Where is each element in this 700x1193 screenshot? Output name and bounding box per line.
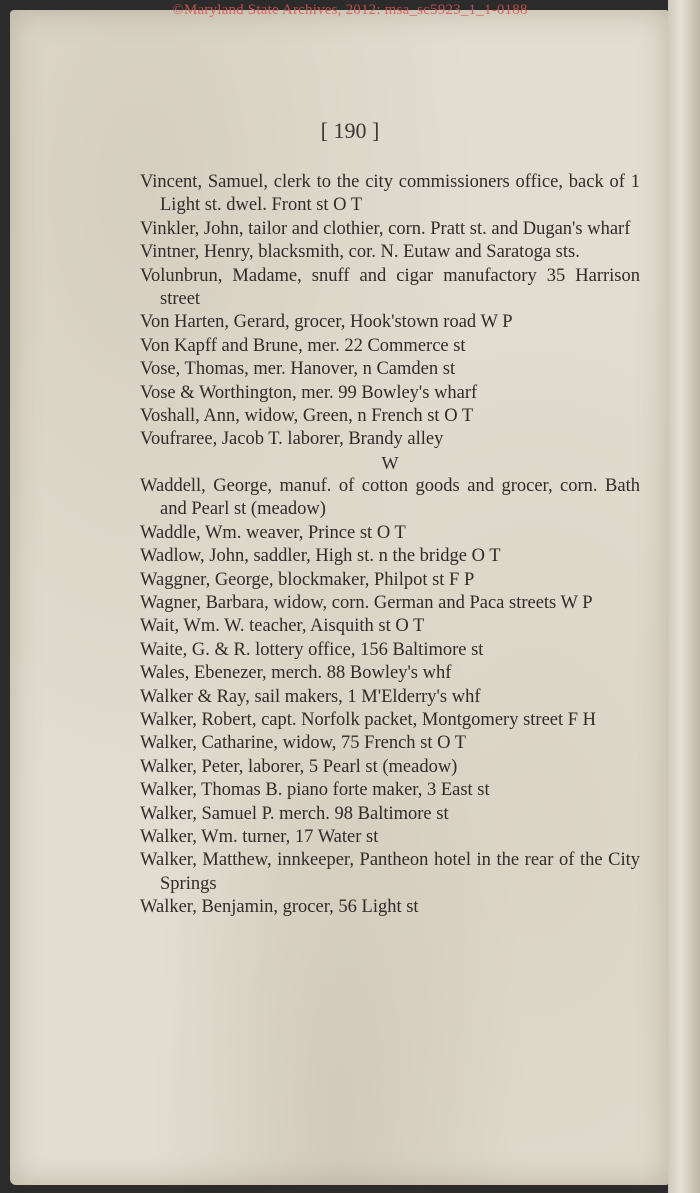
directory-entry: Walker, Robert, capt. Norfolk packet, Montgomery street F H (140, 709, 597, 730)
directory-entry: Waite, G. & R. lottery office, 156 Baltimore st (140, 639, 484, 660)
directory-entry: Waddell, George, manuf. of cotton goods and grocer, corn. Bath and Pearl st (meadow) (140, 475, 640, 520)
directory-entry: Walker, Catharine, widow, 75 French st O T (140, 733, 467, 754)
directory-entry: Von Kapff and Brune, mer. 22 Commerce st (140, 335, 466, 356)
directory-entry: Wadlow, John, saddler, High st. n the bridge O T (140, 546, 501, 567)
directory-entry: Wait, Wm. W. teacher, Aisquith st O T (140, 616, 425, 637)
archive-watermark: ©Maryland State Archives, 2012: msa_sc5923_1_1-0188 (172, 2, 528, 18)
directory-entry: Wales, Ebenezer, merch. 88 Bowley's whf (140, 663, 452, 684)
directory-entry: Voufraree, Jacob T. laborer, Brandy alley (140, 429, 444, 450)
directory-entry: Walker, Matthew, innkeeper, Pantheon hotel in the rear of the City Springs (140, 850, 640, 894)
directory-entry: Walker, Wm. turner, 17 Water st (140, 826, 379, 847)
directory-entry: Vose & Worthington, mer. 99 Bowley's wharf (140, 382, 478, 403)
directory-entry: Vinkler, John, tailor and clothier, corn. Pratt st. and Dugan's wharf (140, 218, 631, 239)
directory-entry: Walker, Thomas B. piano forte maker, 3 East st (140, 780, 490, 801)
directory-entry: Vincent, Samuel, clerk to the city commissioners office, back of 1 Light st. dwel. Front st O T (140, 172, 640, 216)
directory-entry: Walker, Benjamin, grocer, 56 Light st (140, 897, 419, 918)
directory-entry: Vintner, Henry, blacksmith, cor. N. Eutaw and Saratoga sts. (140, 242, 580, 263)
directory-entry: Waggner, George, blockmaker, Philpot st F P (140, 569, 475, 590)
section-heading-w: W (381, 452, 399, 473)
directory-entries (140, 171, 640, 920)
directory-entry: Walker & Ray, sail makers, 1 M'Elderry's whf (140, 686, 481, 707)
directory-entry: Voshall, Ann, widow, Green, n French st O T (140, 406, 474, 427)
directory-entry: Volunbrun, Madame, snuff and cigar manufactory 35 Harrison street (140, 265, 640, 310)
directory-entry: Vose, Thomas, mer. Hanover, n Camden st (140, 359, 456, 380)
page-edge (668, 0, 700, 1193)
directory-entry: Walker, Peter, laborer, 5 Pearl st (meadow) (140, 756, 458, 777)
directory-entry: Waddle, Wm. weaver, Prince st O T (140, 522, 406, 543)
directory-entry: Walker, Samuel P. merch. 98 Baltimore st (140, 803, 449, 824)
page-number: [ 190 ] (320, 118, 380, 143)
directory-entry: Von Harten, Gerard, grocer, Hook'stown road W P (140, 312, 513, 333)
directory-entry: Wagner, Barbara, widow, corn. German and Paca streets W P (140, 592, 593, 613)
